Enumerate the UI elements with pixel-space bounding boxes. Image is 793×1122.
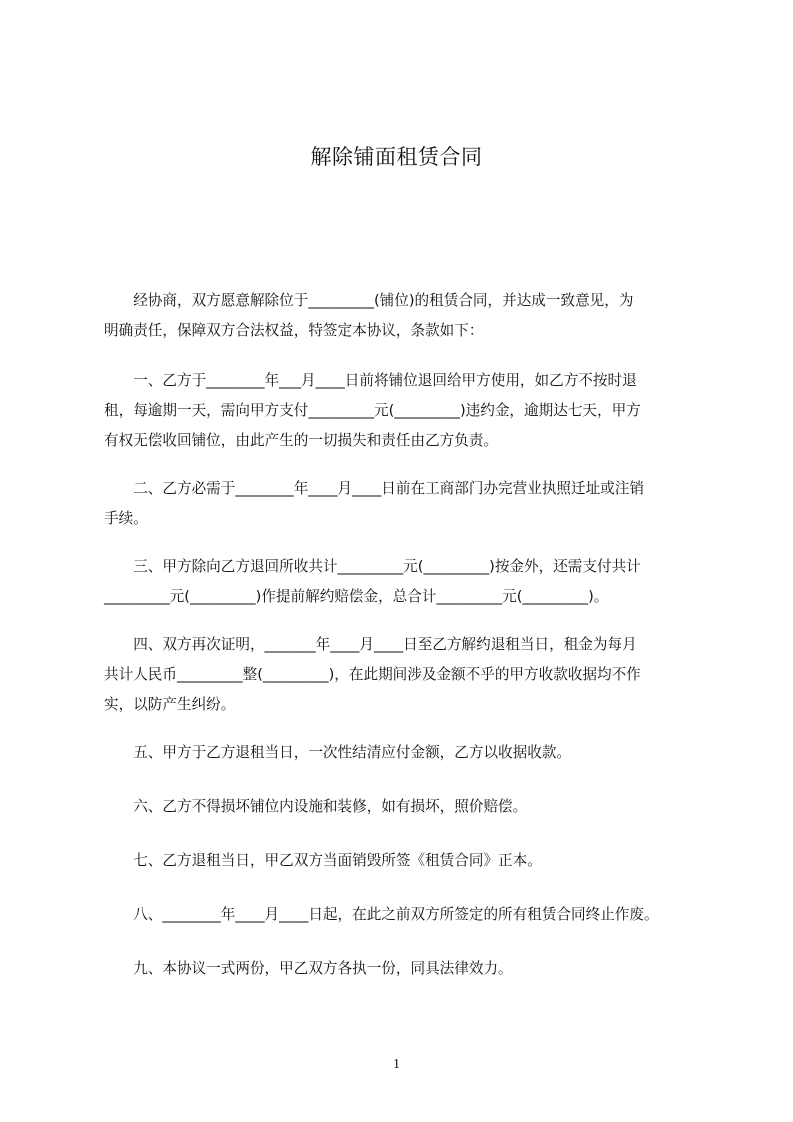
clause-5 bbox=[104, 738, 704, 768]
page-number: 1 bbox=[393, 1057, 400, 1072]
paragraph-line: 六、乙方不得损坏铺位内设施和装修，如有损坏，照价赔偿。 bbox=[104, 798, 528, 815]
paragraph-line: 实，以防产生纠纷。 bbox=[104, 696, 236, 713]
paragraph-line: 二、乙方必需于________年____月____日前在工商部门办完营业执照迁址或注销 bbox=[104, 480, 644, 497]
document-title: 解除铺面租赁合同 bbox=[310, 145, 483, 169]
paragraph-line: 共计人民币_________整(_________)，在此期间涉及金额不乎的甲方收款收据均不作 bbox=[104, 666, 641, 683]
paragraph-line: 九、本协议一式两份，甲乙双方各执一份，同具法律效力。 bbox=[104, 960, 513, 977]
clause-3 bbox=[104, 552, 704, 612]
paragraph-line: 租，每逾期一天，需向甲方支付_________元(_________)违约金，逾期达七天，甲方 bbox=[104, 402, 641, 419]
paragraph-line: 经协商，双方愿意解除位于_________(铺位)的租赁合同，并达成一致意见，为 bbox=[104, 292, 634, 309]
paragraph-line: 八、________年____月____日起，在此之前双方所签定的所有租赁合同终止作废。 bbox=[104, 906, 659, 923]
paragraph-intro bbox=[104, 286, 704, 346]
clause-6 bbox=[104, 792, 704, 822]
clause-7 bbox=[104, 846, 704, 876]
paragraph-line: 三、甲方除向乙方退回所收共计_________元(_________)按金外，还需支付共计 bbox=[104, 558, 641, 575]
clause-2 bbox=[104, 474, 704, 534]
paragraph-line: 七、乙方退租当日，甲乙双方当面销毁所签《租赁合同》正本。 bbox=[104, 852, 542, 869]
paragraph-line: 五、甲方于乙方退租当日，一次性结清应付金额，乙方以收据收款。 bbox=[104, 744, 572, 761]
paragraph-line: 明确责任，保障双方合法权益，特签定本协议，条款如下： bbox=[104, 322, 484, 339]
paragraph-line: 四、双方再次证明，_______年____月____日至乙方解约退租当日，租金为每月 bbox=[104, 636, 637, 653]
paragraph-line: 手续。 bbox=[104, 510, 148, 527]
clause-9 bbox=[104, 954, 704, 984]
clause-4 bbox=[104, 630, 704, 720]
paragraph-line: 一、乙方于________年___月____日前将铺位退回给甲方使用，如乙方不按时退 bbox=[104, 372, 637, 389]
clause-1 bbox=[104, 366, 704, 456]
clause-8 bbox=[104, 900, 704, 930]
paragraph-line: _________元(_________)作提前解约赔偿金，总合计_________元(_________)。 bbox=[104, 588, 609, 605]
paragraph-line: 有权无偿收回铺位，由此产生的一切损失和责任由乙方负责。 bbox=[104, 432, 499, 449]
